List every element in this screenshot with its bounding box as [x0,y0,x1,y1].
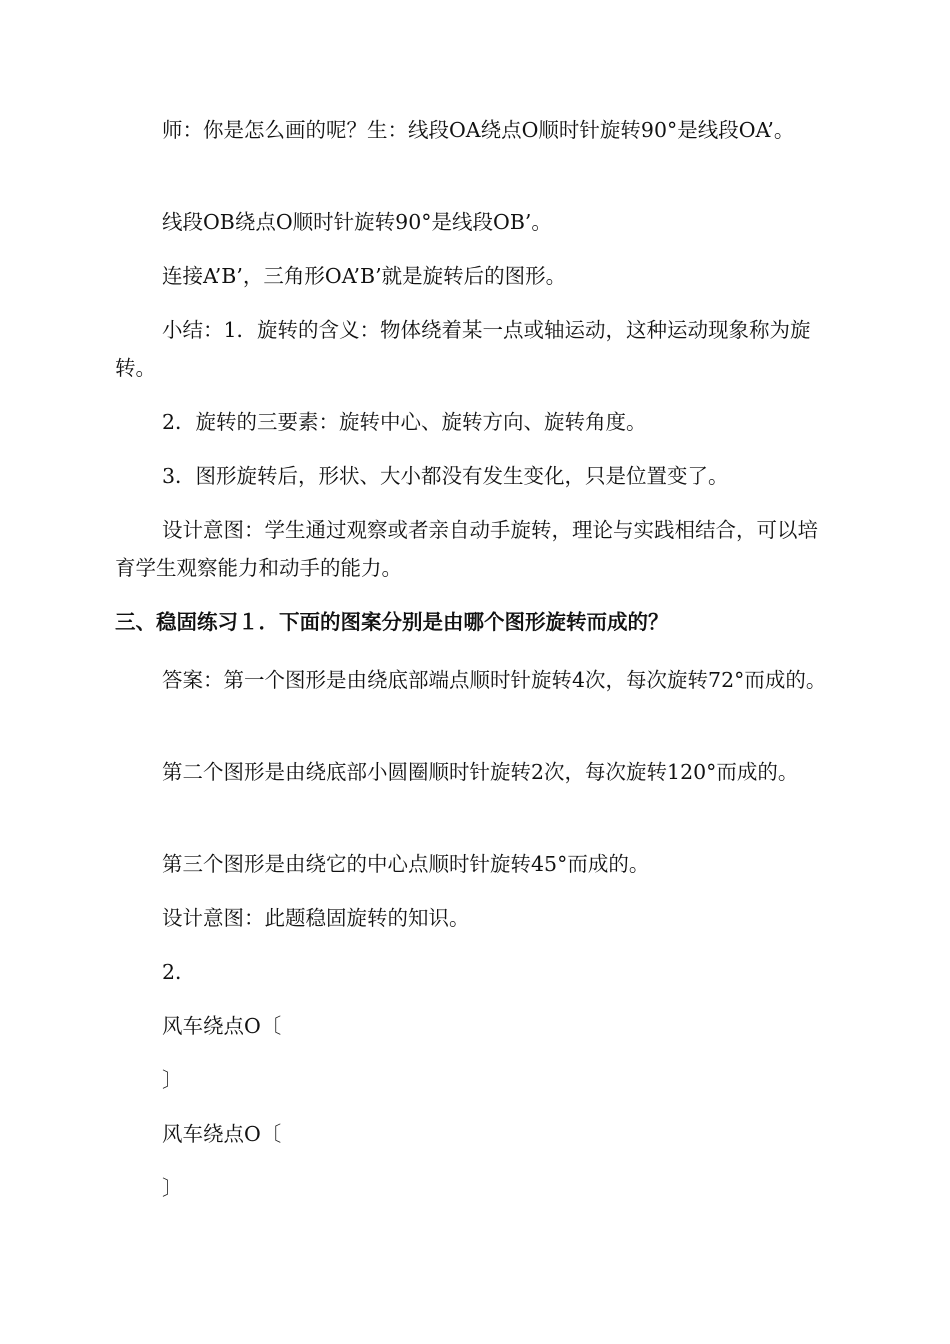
paragraph-shape-unchanged: 3．图形旋转后，形状、大小都没有发生变化，只是位置变了。 [162,464,729,488]
question-number-2: 2． [162,960,196,984]
paragraph-three-elements: 2．旋转的三要素：旋转中心、旋转方向、旋转角度。 [162,410,647,434]
windmill-answer-blank-1: 〕 [162,1068,183,1092]
paragraph-answer-second: 第二个图形是由绕底部小圆圈顺时针旋转2次，每次旋转120°而成的。 [162,760,799,784]
paragraph-design-intent-1: 设计意图：学生通过观察或者亲自动手旋转，理论与实践相结合，可以培育学生观察能力和动手的能力。 [115,518,818,580]
paragraph-connect-ab: 连接A’B’，三角形OA’B’就是旋转后的图形。 [162,264,567,288]
windmill-answer-blank-2: 〕 [162,1176,183,1200]
paragraph-summary-definition: 小结：1．旋转的含义：物体绕着某一点或轴运动，这种运动现象称为旋转。 [115,318,811,380]
paragraph-segment-ob: 线段OB绕点O顺时针旋转90°是线段OB’。 [162,210,552,234]
windmill-question-1: 风车绕点O〔 [162,1014,282,1038]
paragraph-design-intent-2: 设计意图：此题稳固旋转的知识。 [162,906,470,930]
paragraph-answer-third: 第三个图形是由绕它的中心点顺时针旋转45°而成的。 [162,852,650,876]
paragraph-answer-first: 答案：第一个图形是由绕底部端点顺时针旋转4次，每次旋转72°而成的。 [162,668,827,692]
paragraph-teacher-question: 师：你是怎么画的呢？生：线段OA绕点O顺时针旋转90°是线段OA’。 [162,118,795,142]
section-heading-practice: 三、稳固练习１．下面的图案分别是由哪个图形旋转而成的？ [115,610,669,634]
windmill-question-2: 风车绕点O〔 [162,1122,282,1146]
